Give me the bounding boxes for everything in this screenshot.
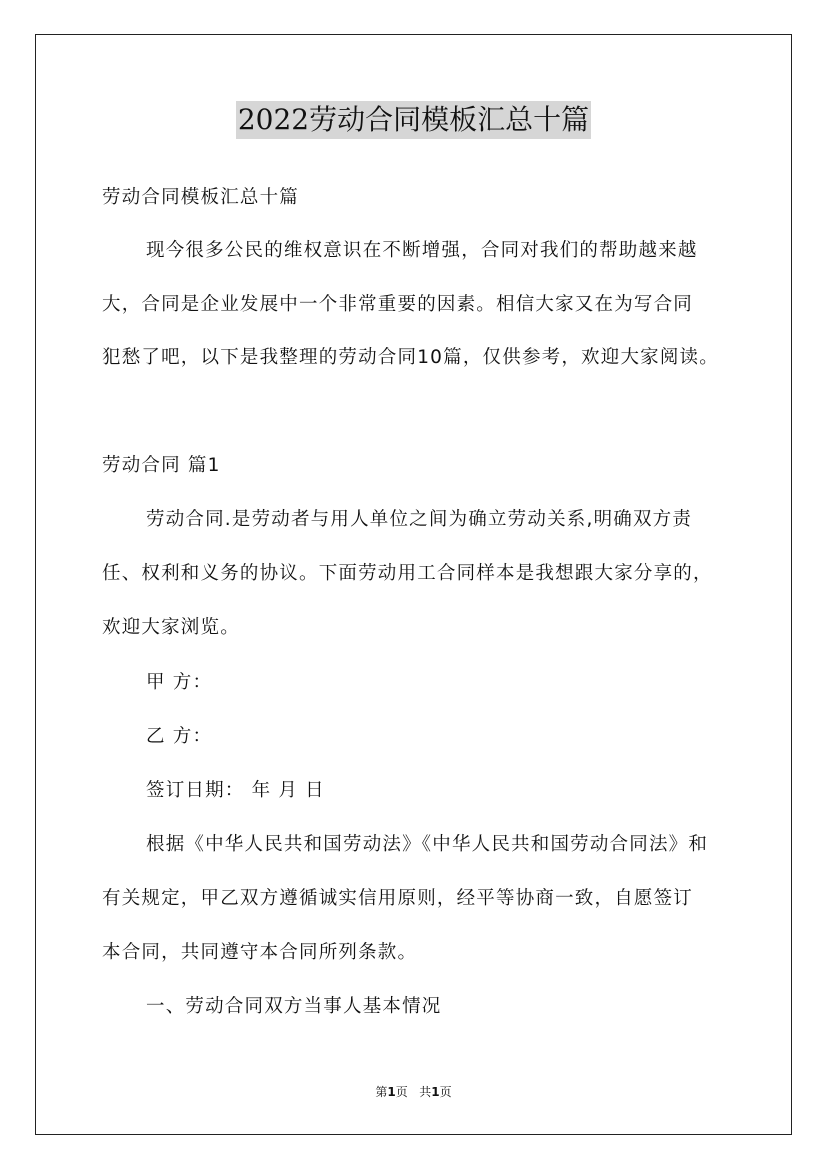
party-a: 甲 方： [146, 672, 213, 693]
intro-line-2: 大，合同是企业发展中一个非常重要的因素。相信大家又在为写合同 [102, 294, 694, 315]
section-intro-line-3: 欢迎大家浏览。 [102, 617, 240, 638]
section-intro-line-2: 任、权利和义务的协议。下面劳动用工合同样本是我想跟大家分享的， [102, 563, 713, 584]
basis-line-2: 有关规定，甲乙双方遵循诚实信用原则，经平等协商一致，自愿签订 [102, 888, 694, 909]
section-intro-line-1: 劳动合同.是劳动者与用人单位之间为确立劳动关系,明确双方责 [146, 509, 693, 530]
document-title-wrap [0, 101, 827, 139]
footer-prefix: 第 [375, 1085, 388, 1099]
sign-date: 签订日期： 年 月 日 [146, 780, 325, 801]
section-heading: 劳动合同 篇1 [102, 455, 221, 476]
intro-line-3: 犯愁了吧，以下是我整理的劳动合同10篇，仅供参考，欢迎大家阅读。 [102, 347, 719, 368]
footer-suffix: 页 [439, 1085, 452, 1099]
footer-page-total: 1 [431, 1085, 440, 1099]
intro-line-1: 现今很多公民的维权意识在不断增强，合同对我们的帮助越来越 [146, 240, 698, 261]
basis-line-1: 根据《中华人民共和国劳动法》《中华人民共和国劳动合同法》和 [146, 834, 709, 855]
page-footer [0, 1083, 827, 1100]
clause-one: 一、劳动合同双方当事人基本情况 [146, 996, 442, 1017]
basis-line-3: 本合同，共同遵守本合同所列条款。 [102, 942, 418, 963]
document-title: 2022劳动合同模板汇总十篇 [236, 101, 591, 139]
party-b: 乙 方： [146, 726, 213, 747]
footer-mid: 页 共 [395, 1085, 432, 1099]
footer-page-num: 1 [387, 1085, 396, 1099]
subtitle: 劳动合同模板汇总十篇 [102, 187, 300, 208]
